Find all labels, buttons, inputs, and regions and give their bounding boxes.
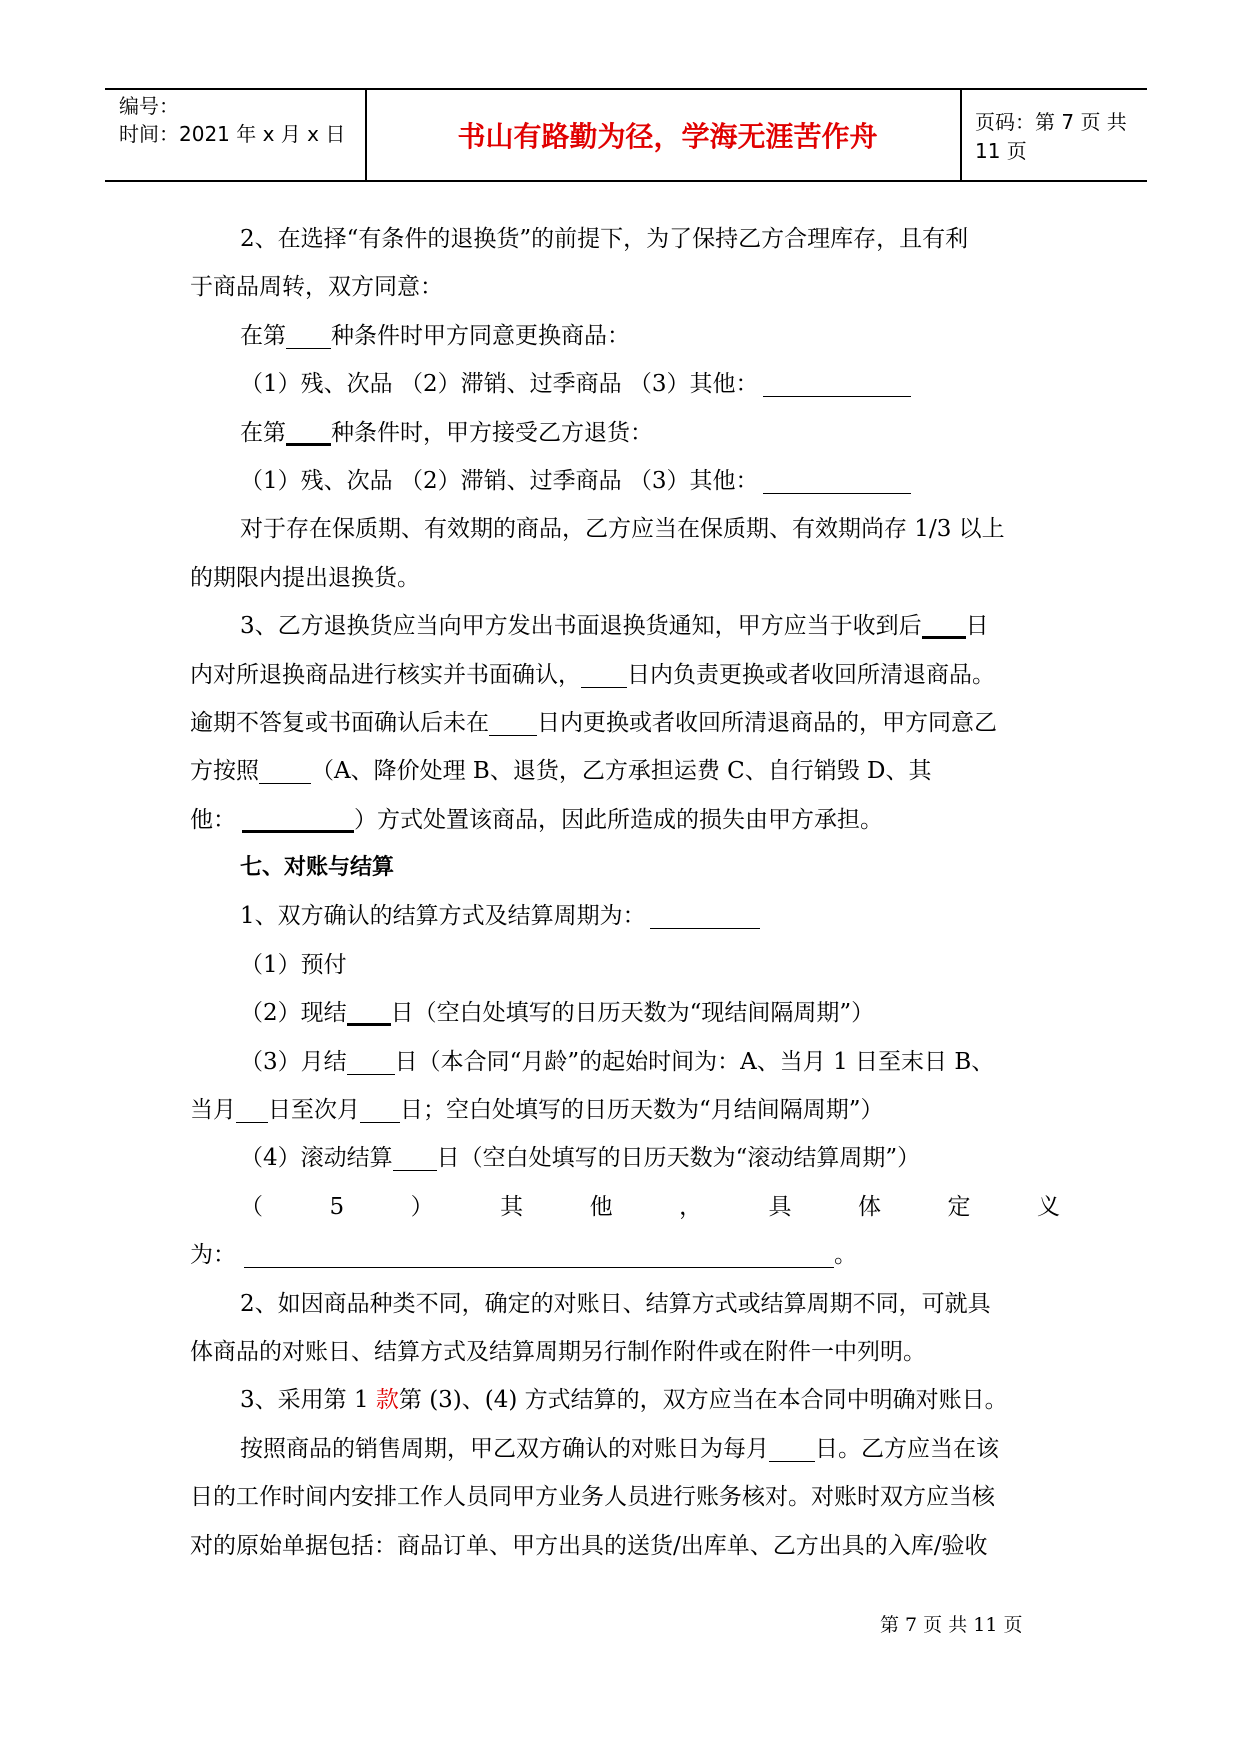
fill-blank[interactable] [489, 705, 537, 736]
fill-blank[interactable] [763, 463, 911, 494]
char: 5 [329, 1193, 345, 1220]
fill-blank[interactable] [347, 1044, 395, 1075]
document-time: 时间：2021 年 x 月 x 日 [119, 122, 346, 146]
paragraph-line: 对于存在保质期、有效期的商品，乙方应当在保质期、有效期尚存 1/3 以上 [240, 516, 1005, 543]
paragraph-line [190, 409, 1060, 457]
text: 3、乙方退换货应当向甲方发出书面退换货通知，甲方应当于收到后 [240, 613, 922, 640]
fill-blank[interactable] [242, 800, 354, 833]
text: （A、降价处理 B、退货，乙方承担运费 C、自行销毁 D、其 [311, 758, 932, 785]
text: （4）滚动结算 [240, 1145, 393, 1172]
text: 日（空白处填写的日历天数为“滚动结算周期”） [436, 1145, 921, 1172]
paragraph-line [190, 1376, 1060, 1424]
paragraph-line [190, 989, 1060, 1037]
text: 逾期不答复或书面确认后未在 [190, 709, 489, 736]
fill-blank[interactable] [286, 413, 331, 446]
text: 当月 [190, 1097, 236, 1124]
char: ， [679, 1193, 703, 1220]
paragraph-line [190, 796, 1060, 844]
paragraph-line: （1）预付 [240, 951, 347, 978]
paragraph-line [190, 312, 1060, 360]
paragraph-line [190, 602, 1060, 650]
text: 日内负责更换或者收回所清退商品。 [627, 661, 995, 688]
fill-blank[interactable] [393, 1140, 437, 1171]
text: 3、采用第 1 [240, 1387, 376, 1414]
fill-blank[interactable] [259, 753, 311, 784]
highlighted-text: 款 [375, 1387, 399, 1414]
header-page-code: 页码：第 7 页 共 11 页 [975, 110, 1127, 163]
header-motto: 书山有路勤为径，学海无涯苦作舟 [457, 120, 878, 153]
char: 义 [1037, 1193, 1060, 1220]
text: 方按照 [190, 758, 259, 785]
header-divider [365, 88, 367, 182]
text: （3）月结 [240, 1048, 347, 1075]
fill-blank[interactable] [581, 657, 627, 688]
char: 体 [858, 1193, 882, 1220]
paragraph-line [190, 360, 1060, 408]
paragraph-line [190, 651, 1060, 699]
paragraph-line [190, 1038, 1060, 1086]
paragraph-line [190, 892, 1060, 940]
page-footer: 第 7 页 共 11 页 [880, 1614, 1023, 1636]
paragraph-line: 对的原始单据包括：商品订单、甲方出具的送货/出库单、乙方出具的入库/验收 [190, 1532, 988, 1559]
paragraph-line [190, 699, 1060, 747]
fill-blank[interactable] [769, 1431, 815, 1462]
fill-blank[interactable] [360, 1092, 400, 1123]
char: ） [410, 1193, 434, 1220]
text: 日（本合同“月龄”的起始时间为：A、当月 1 日至末日 B、 [394, 1048, 995, 1075]
text: 在第 [240, 419, 286, 446]
fill-blank[interactable] [244, 1237, 834, 1268]
document-body [190, 215, 1060, 1570]
paragraph-line [190, 1086, 1060, 1134]
paragraph-line-spaced [190, 1183, 1060, 1231]
paragraph-line: 日的工作时间内安排工作人员同甲方业务人员进行账务核对。对账时双方应当核 [190, 1484, 995, 1511]
text: 在第 [240, 322, 286, 349]
text: ）方式处置该商品，因此所造成的损失由甲方承担。 [354, 806, 883, 833]
paragraph-line: 的期限内提出退换货。 [190, 564, 420, 591]
paragraph-line [190, 747, 1060, 795]
text: 为： [190, 1242, 236, 1269]
text: 日内更换或者收回所清退商品的，甲方同意乙 [537, 709, 997, 736]
fill-blank[interactable] [347, 993, 391, 1026]
text: 。 [834, 1242, 857, 1269]
char: （ [240, 1193, 263, 1220]
fill-blank[interactable] [922, 606, 966, 639]
text: 日。乙方应当在该 [815, 1435, 999, 1462]
section-heading: 七、对账与结算 [240, 855, 395, 881]
char: 具 [768, 1193, 792, 1220]
header-meta [119, 92, 345, 148]
paragraph-line [190, 1425, 1060, 1473]
text: 日；空白处填写的日历天数为“月结间隔周期”） [400, 1097, 884, 1124]
text: 按照商品的销售周期，甲乙双方确认的对账日为每月 [240, 1435, 769, 1462]
paragraph-line [190, 457, 1060, 505]
paragraph-line: 2、在选择“有条件的退换货”的前提下，为了保持乙方合理库存，且有利 [240, 226, 969, 252]
fill-blank[interactable] [286, 318, 331, 349]
document-number-label: 编号： [119, 94, 179, 118]
text: 种条件时甲方同意更换商品： [331, 322, 630, 349]
text: 日 [965, 613, 989, 640]
text: 内对所退换商品进行核实并书面确认， [190, 661, 581, 688]
text: 1、双方确认的结算方式及结算周期为： [240, 903, 646, 930]
fill-blank[interactable] [763, 366, 911, 397]
paragraph-line [190, 1134, 1060, 1182]
fill-blank[interactable] [650, 898, 760, 929]
text: 日（空白处填写的日历天数为“现结间隔周期”） [390, 1000, 875, 1027]
text: （2）现结 [240, 1000, 347, 1027]
text: 日至次月 [268, 1097, 360, 1124]
text: 种条件时，甲方接受乙方退货： [331, 419, 653, 446]
fill-blank[interactable] [236, 1092, 268, 1123]
paragraph-line: 体商品的对账日、结算方式及结算周期另行制作附件或在附件一中列明。 [190, 1338, 926, 1365]
paragraph-line: 2、如因商品种类不同，确定的对账日、结算方式或结算周期不同，可就具 [240, 1290, 991, 1317]
text: 第 (3)、(4) 方式结算的，双方应当在本合同中明确对账日。 [398, 1387, 1008, 1414]
text: （1）残、次品 （2）滞销、过季商品 （3）其他： [240, 371, 759, 398]
page-header [105, 88, 1147, 182]
paragraph-line [190, 1231, 1060, 1279]
text: 他： [190, 806, 236, 833]
text: （1）残、次品 （2）滞销、过季商品 （3）其他： [240, 467, 759, 494]
char: 他 [589, 1193, 613, 1220]
char: 定 [947, 1193, 971, 1220]
paragraph-line: 于商品周转，双方同意： [190, 274, 443, 301]
char: 其 [500, 1193, 524, 1220]
